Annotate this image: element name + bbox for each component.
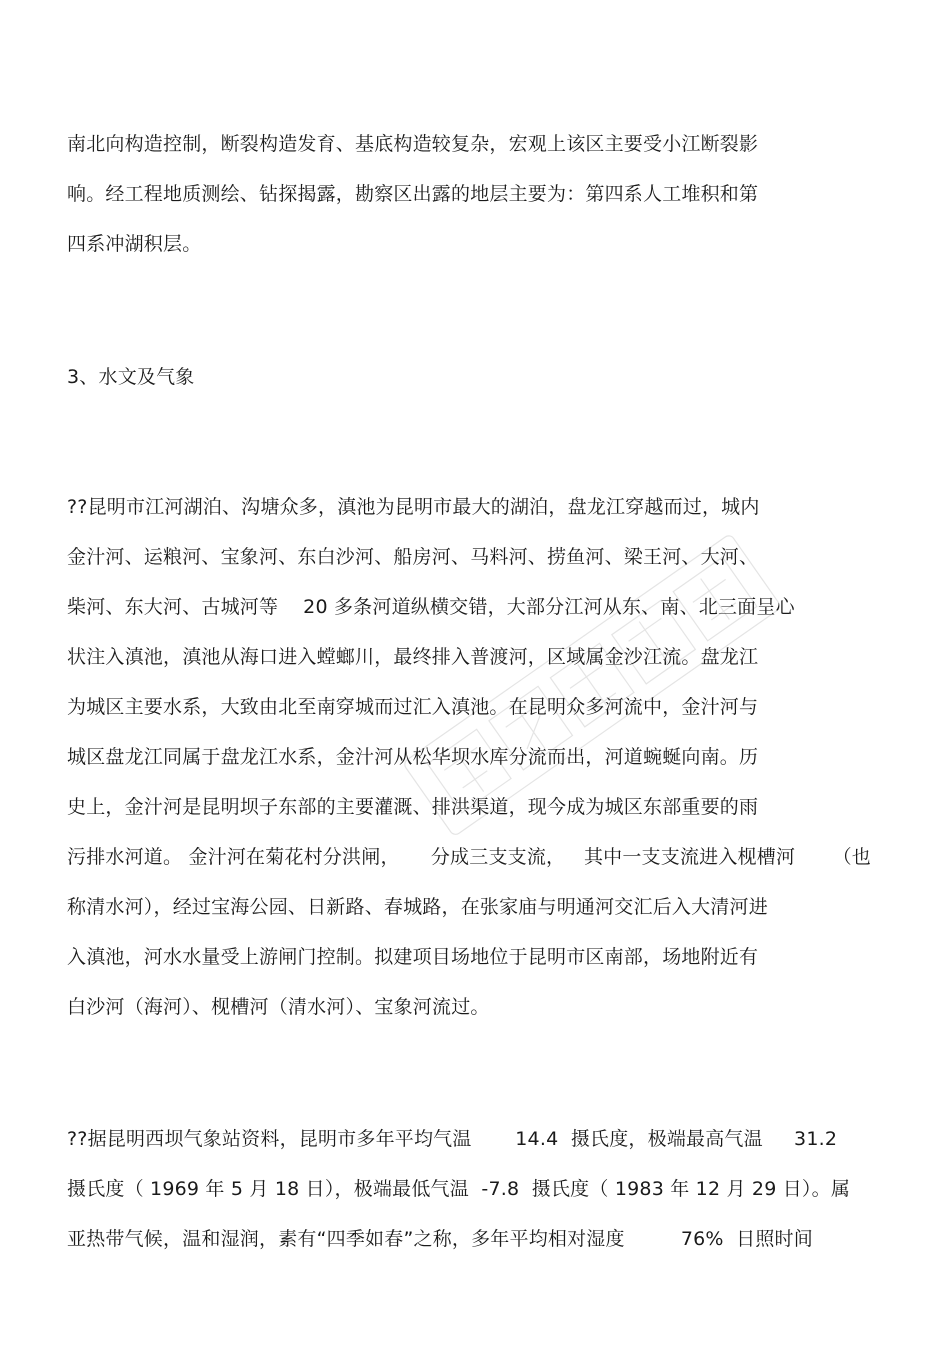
paragraph-2-line-4: 状注入滇池，滇池从海口进入螳螂川，最终排入普渡河，区域属金沙江流。盘龙江 [67,646,759,668]
paragraph-2-line-9: 称清水河），经过宝海公园、日新路、春城路，在张家庙与明通河交汇后入大清河进 [67,896,768,918]
paragraph-1-line-3: 四系冲湖积层。 [67,233,202,255]
paragraph-3-line-1: ??据昆明西坝气象站资料，昆明市多年平均气温 14.4 摄氏度，极端最高气温 31.2 [67,1128,838,1150]
paragraph-2-line-3: 柴河、东大河、古城河等 20 多条河道纵横交错，大部分江河从东、南、北三面呈心 [67,596,795,618]
paragraph-2-line-2: 金汁河、运粮河、宝象河、东白沙河、船房河、马料河、捞鱼河、梁王河、大河、 [67,546,759,568]
paragraph-2-line-1: ??昆明市江河湖泊、沟塘众多，滇池为昆明市最大的湖泊，盘龙江穿越而过，城内 [67,496,760,518]
paragraph-2-line-6: 城区盘龙江同属于盘龙江水系，金汁河从松华坝水库分流而出，河道蜿蜒向南。历 [67,746,759,768]
paragraph-2-line-10: 入滇池，河水水量受上游闸门控制。拟建项目场地位于昆明市区南部，场地附近有 [67,946,759,968]
paragraph-3-line-3: 亚热带气候，温和湿润，素有“四季如春”之称，多年平均相对湿度 76% 日照时间 [67,1228,813,1250]
section-heading: 3、水文及气象 [67,366,195,388]
paragraph-2-line-11: 白沙河（海河）、枧槽河（清水河）、宝象河流过。 [67,996,490,1018]
paragraph-2-line-5: 为城区主要水系，大致由北至南穿城而过汇入滇池。在昆明众多河流中，金汁河与 [67,696,759,718]
paragraph-1-line-1: 南北向构造控制，断裂构造发育、基底构造较复杂，宏观上该区主要受小江断裂影 [67,133,759,155]
paragraph-2-line-8: 污排水河道。 金汁河在菊花村分洪闸， 分成三支支流， 其中一支支流进入枧槽河 （也 [67,846,871,868]
paragraph-1-line-2: 响。经工程地质测绘、钻探揭露，勘察区出露的地层主要为：第四系人工堆积和第 [67,183,759,205]
paragraph-2-line-7: 史上，金汁河是昆明坝子东部的主要灌溉、排洪渠道，现今成为城区东部重要的雨 [67,796,759,818]
paragraph-3-line-2: 摄氏度（ 1969 年 5 月 18 日），极端最低气温 -7.8 摄氏度（ 1983 年 12 月 29 日）。属 [67,1178,851,1200]
